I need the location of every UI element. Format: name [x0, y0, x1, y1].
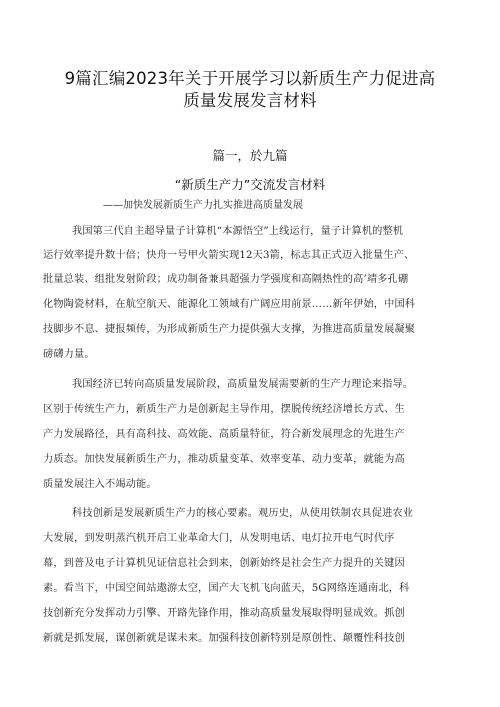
body-line: 力质态。加快发展新质生产力，推动质量变革、效率变革、动力变革，就能为高 [43, 454, 405, 465]
document-title-line-2: 质量发展发言材料 [183, 91, 317, 110]
body-line: 幕，到普及电子计算机见证信息社会到来，创新始终是社会生产力提升的关键因 [43, 558, 405, 569]
body-line: 产力发展路径，具有高科技、高效能、高质量特征，符合新发展理念的先进生产 [43, 429, 405, 440]
body-line: 化物陶瓷材料，在航空航天、能源化工领域有广阔应用前景……新年伊始，中国科 [43, 299, 416, 310]
body-line: 磅礴力量。 [43, 349, 95, 360]
section-title: “新质生产力”交流发言材料 [174, 177, 326, 192]
body-line: 批量总装、组批发射阶段；成功制备兼具超强力学强度和高隔热性的高’靖多孔硼 [43, 274, 409, 285]
body-line: 区别于传统生产力，新质生产力是创新起主导作用，摆脱传统经济增长方式、生 [43, 404, 405, 415]
body-line: 科技创新是发展新质生产力的核心要素。观历史，从使用铁制农具促进农业 [72, 508, 414, 519]
part-label: 篇一，於九篇 [212, 148, 288, 163]
body-line: 我国经济已转向高质量发展阶段，高质量发展需要新的生产力理论来指导。 [72, 379, 414, 390]
body-line: 我国第三代自主超导量子计算机“本源悟空”上线运行，量子计算机的整机 [72, 226, 404, 237]
body-line: 技脚步不息、捷报频传，为形成新质生产力提供强大支撑，为推进高质量发展凝聚 [43, 324, 416, 335]
document-title-line-1: 9篇汇编2023年关于开展学习以新质生产力促进高 [64, 69, 436, 88]
body-line: 新就是抓发展，谋创新就是谋未来。加强科技创新特别是原创性、颠覆性科技创 [43, 633, 405, 644]
section-subtitle: ——加快发展新质生产力扎实推进高质量发展 [103, 200, 303, 211]
body-line: 大发展，到发明蒸汽机开启工业革命大门，从发明电话、电灯拉开电气时代序 [43, 533, 395, 544]
body-line: 技创新充分发挥动力引擎、开路先锋作用，推动高质量发展取得明显成效。抓创 [43, 608, 405, 619]
body-line: 素。看当下，中国空间站遨游太空，国产大飞机飞向蓝天，5G网络连通南北，科 [43, 583, 410, 594]
body-line: 运行效率提升数十倍；快舟一号甲火箭实现12天3箭，标志其正式迈入批量生产、 [43, 250, 415, 261]
body-line: 质量发展注入不竭动能。 [43, 479, 157, 490]
